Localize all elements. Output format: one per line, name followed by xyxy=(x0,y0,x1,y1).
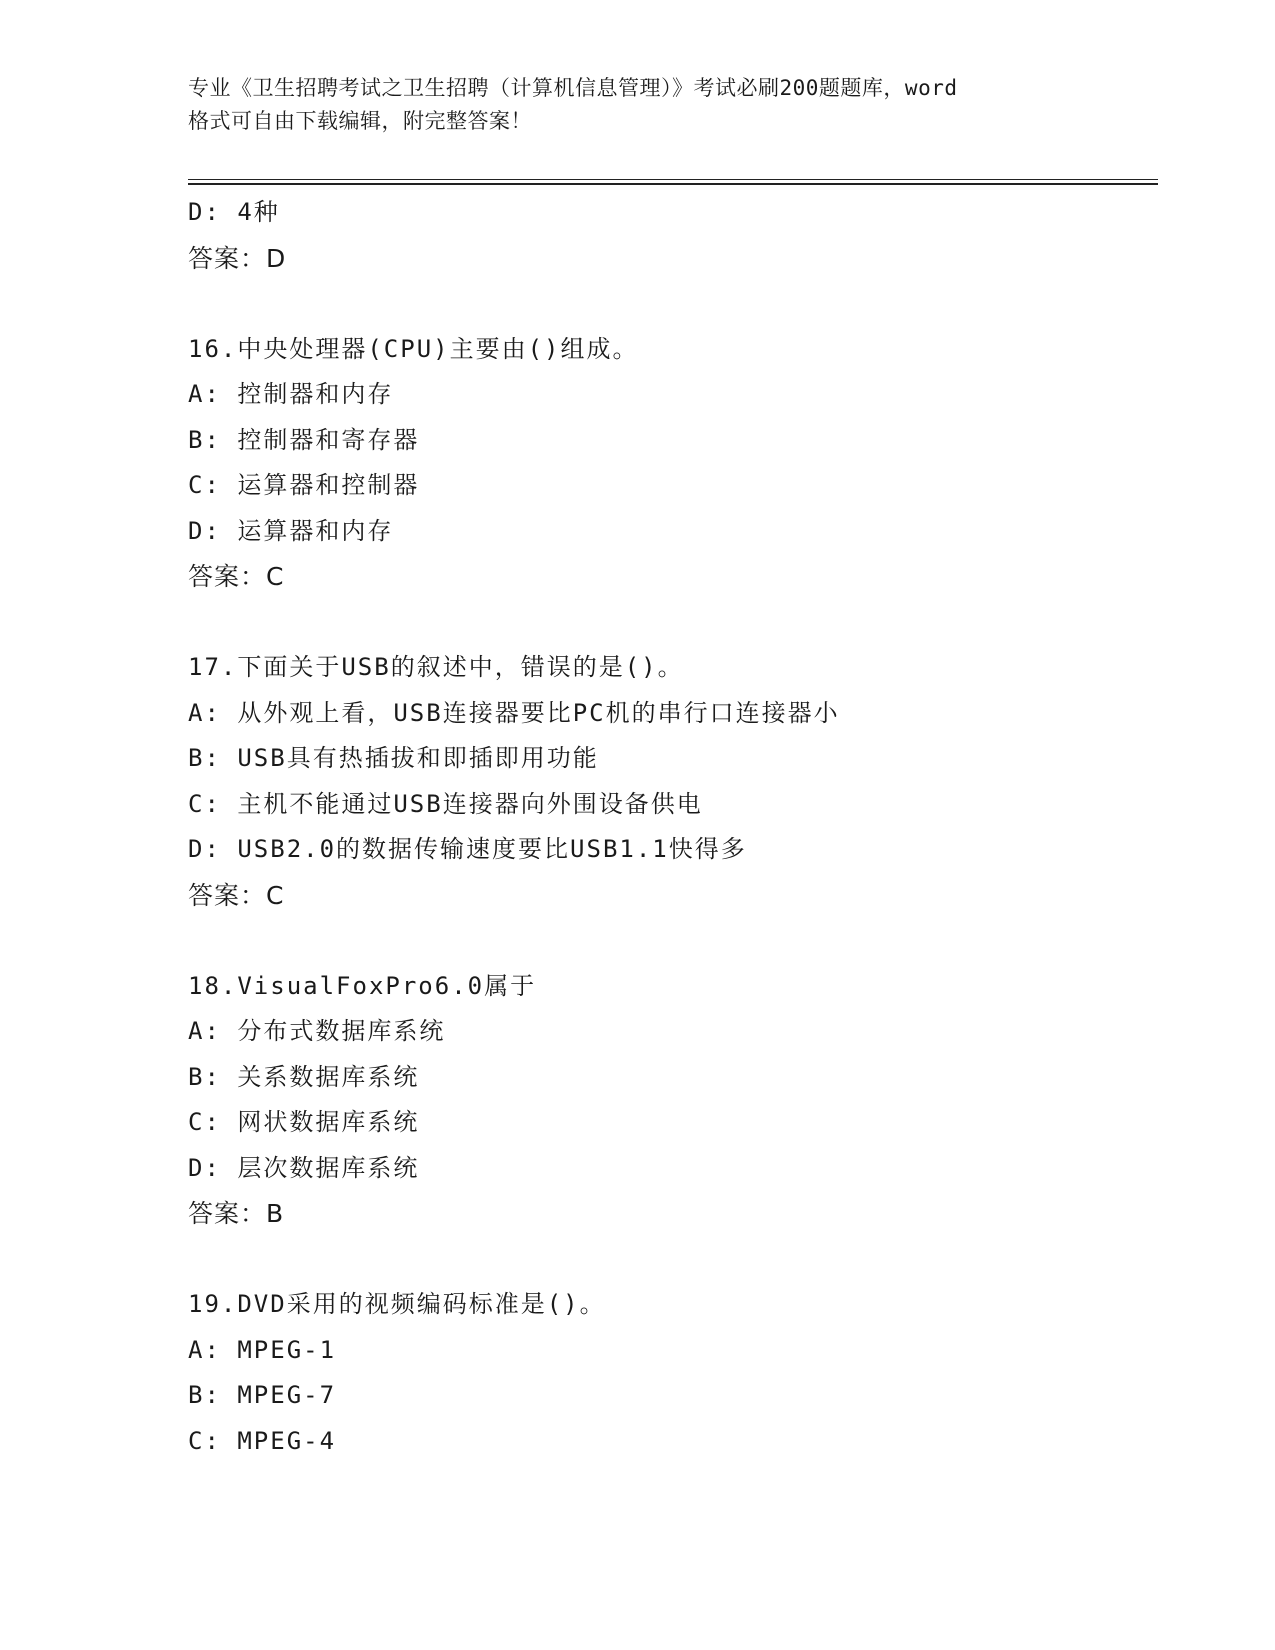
option-b: B: 关系数据库系统 xyxy=(188,1062,420,1091)
option-b: B: USB具有热插拔和即插即用功能 xyxy=(188,744,599,772)
option-c: C: 运算器和控制器 xyxy=(188,471,420,499)
option-c: C: 网状数据库系统 xyxy=(188,1108,420,1136)
question-16 xyxy=(188,327,1148,600)
option-a: A: 控制器和内存 xyxy=(188,380,394,408)
question-stem: 19.DVD采用的视频编码标准是()。 xyxy=(188,1290,606,1318)
answer-line: 答案：C xyxy=(188,880,285,910)
option-c: C: MPEG-4 xyxy=(188,1426,337,1455)
document-header xyxy=(188,72,1088,138)
option-d: D: 层次数据库系统 xyxy=(188,1153,420,1182)
question-stem: 16.中央处理器(CPU)主要由()组成。 xyxy=(188,334,639,363)
question-stem: 17.下面关于USB的叙述中，错误的是()。 xyxy=(188,653,684,681)
header-divider-thin xyxy=(188,179,1158,180)
header-title-line-2: 格式可自由下载编辑，附完整答案！ xyxy=(188,109,532,133)
option-a: A: 分布式数据库系统 xyxy=(188,1017,446,1045)
question-stem: 18.VisualFoxPro6.0属于 xyxy=(188,971,537,1000)
spacer xyxy=(188,600,1148,646)
header-divider-thick xyxy=(188,183,1158,185)
answer-line: 答案：B xyxy=(188,1199,285,1228)
question-19 xyxy=(188,1282,1148,1464)
option-d: D: 运算器和内存 xyxy=(188,516,394,545)
option-b: B: MPEG-7 xyxy=(188,1381,337,1409)
answer-line: 答案：D xyxy=(188,243,287,273)
spacer xyxy=(188,1237,1148,1283)
question-17 xyxy=(188,645,1148,918)
question-18 xyxy=(188,964,1148,1237)
header-title-line-1: 专业《卫生招聘考试之卫生招聘（计算机信息管理）》考试必刷200题题库，word xyxy=(188,76,958,100)
option-a: A: 从外观上看，USB连接器要比PC机的串行口连接器小 xyxy=(188,698,840,727)
option-d: D: 4种 xyxy=(188,198,280,226)
spacer xyxy=(188,281,1148,327)
spacer xyxy=(188,918,1148,964)
option-c: C: 主机不能通过USB连接器向外围设备供电 xyxy=(188,789,703,818)
option-a: A: MPEG-1 xyxy=(188,1335,337,1364)
answer-line: 答案：C xyxy=(188,562,285,591)
question-list xyxy=(188,190,1148,1464)
option-d: D: USB2.0的数据传输速度要比USB1.1快得多 xyxy=(188,835,747,863)
option-b: B: 控制器和寄存器 xyxy=(188,425,420,454)
question-15-tail xyxy=(188,190,1148,281)
